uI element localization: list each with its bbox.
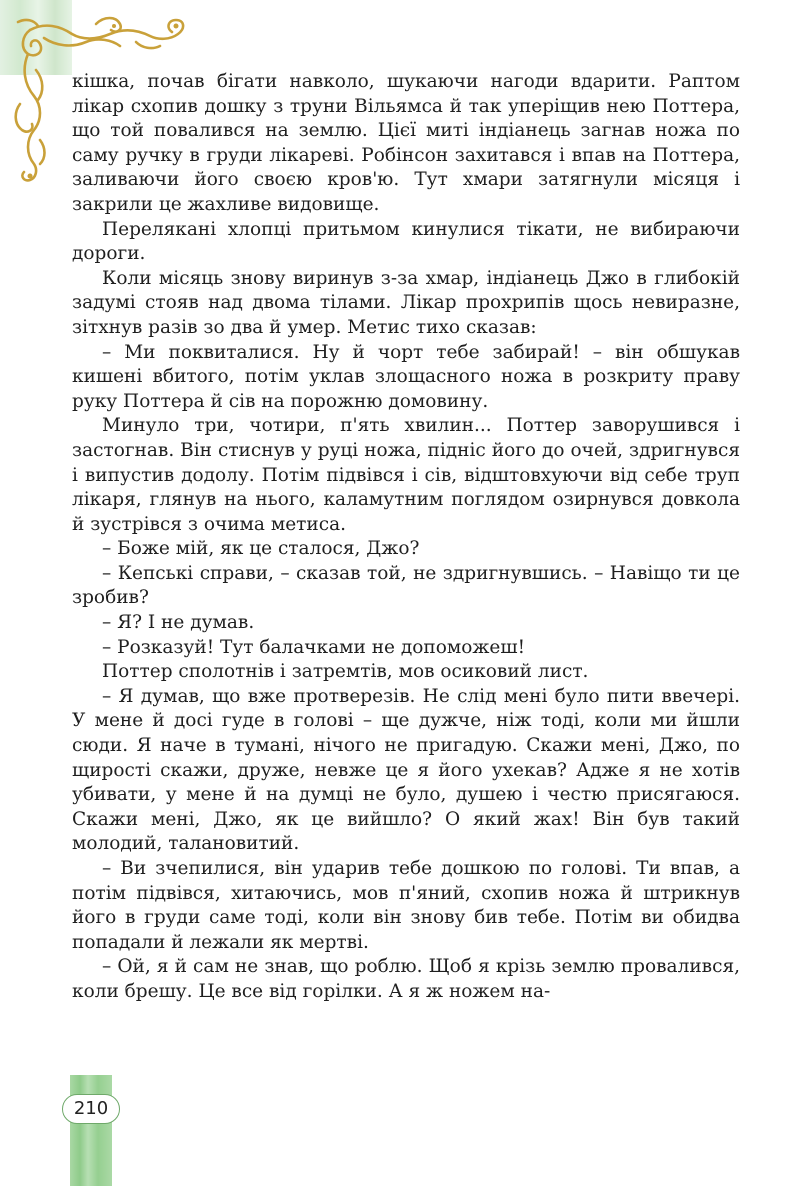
paragraph: Поттер сполотнів і затремтів, мов осиковий лист. (102, 661, 589, 683)
paragraph: – Я думав, що вже протверезів. Не слід мені було пити ввечері. У мене й досі гуде в голові – ще дужче, ніж тоді, коли ми йшли сюди. Я наче в тумані, нічого не пригадую. Скажи мені, Джо, по щирості скажи, друже, невже це я його ухекав? Адже я не хотів убивати, у мене й на думці не було, душею і честю присягаюся. Скажи мені, Джо, як це вийшло? О який жах! Він був такий молодий, талановитий. (72, 685, 740, 855)
paragraph: – Кепські справи, – сказав той, не здригнувшись. – Навіщо ти це зробив? (72, 562, 740, 609)
paragraph: – Я? І не думав. (102, 612, 255, 634)
paragraph: – Розказуй! Тут балачками не допоможеш! (102, 636, 526, 658)
paragraph: – Ви зчепилися, він ударив тебе дошкою по голові. Ти впав, а потім підвівся, хитаючись, мов п'яний, схопив ножа й штрикнув його в груди саме тоді, коли він знову бив тебе. Потім ви обидва попадали й лежали як мертві. (72, 858, 740, 953)
paragraph: – Ой, я й сам не знав, що роблю. Щоб я крізь землю провалився, коли брешу. Це все від горілки. А я ж ножем на- (72, 956, 740, 1002)
paragraph: – Боже мій, як це сталося, Джо? (102, 538, 420, 560)
paragraph: Минуло три, чотири, п'ять хвилин... Поттер заворушився і застогнав. Він стиснув у руці ножа, підніс його до очей, здригнувся і випустив додолу. Потім підвівся і сів, відштовхуючи від себе труп лікаря, глянув на нього, каламутним поглядом озирнувся довкола й зустрівся з очима метиса. (72, 415, 740, 535)
paragraph: Коли місяць знову виринув з-за хмар, індіанець Джо в глибокій задумі стояв над двома тілами. Лікар прохрипів щось невиразне, зітхнув разів зо два й умер. Метис тихо сказав: (72, 267, 740, 338)
page-number: 210 (62, 1094, 120, 1124)
bottom-decorative-stripe (70, 1075, 112, 1186)
paragraph: Перелякані хлопці притьмом кинулися тікати, не вибираючи дороги. (72, 218, 740, 265)
main-text (72, 70, 740, 1005)
paragraph: – Ми поквиталися. Ну й чорт тебе забирай! – він обшукав кишені вбитого, потім уклав злощасного ножа в розкриту праву руку Поттера й сів на порожню домовину. (72, 341, 740, 412)
paragraph: кішка, почав бігати навколо, шукаючи нагоди вдарити. Раптом лікар схопив дошку з труни Вільямса й так уперіщив нею Поттера, що той повалився на землю. Цієї миті індіанець загнав ножа по саму ручку в груди лікареві. Робінсон захитався і впав на Поттера, заливаючи його своєю кров'ю. Тут хмари затягнули місяця і закрили це жахливе видовище. (72, 71, 740, 215)
